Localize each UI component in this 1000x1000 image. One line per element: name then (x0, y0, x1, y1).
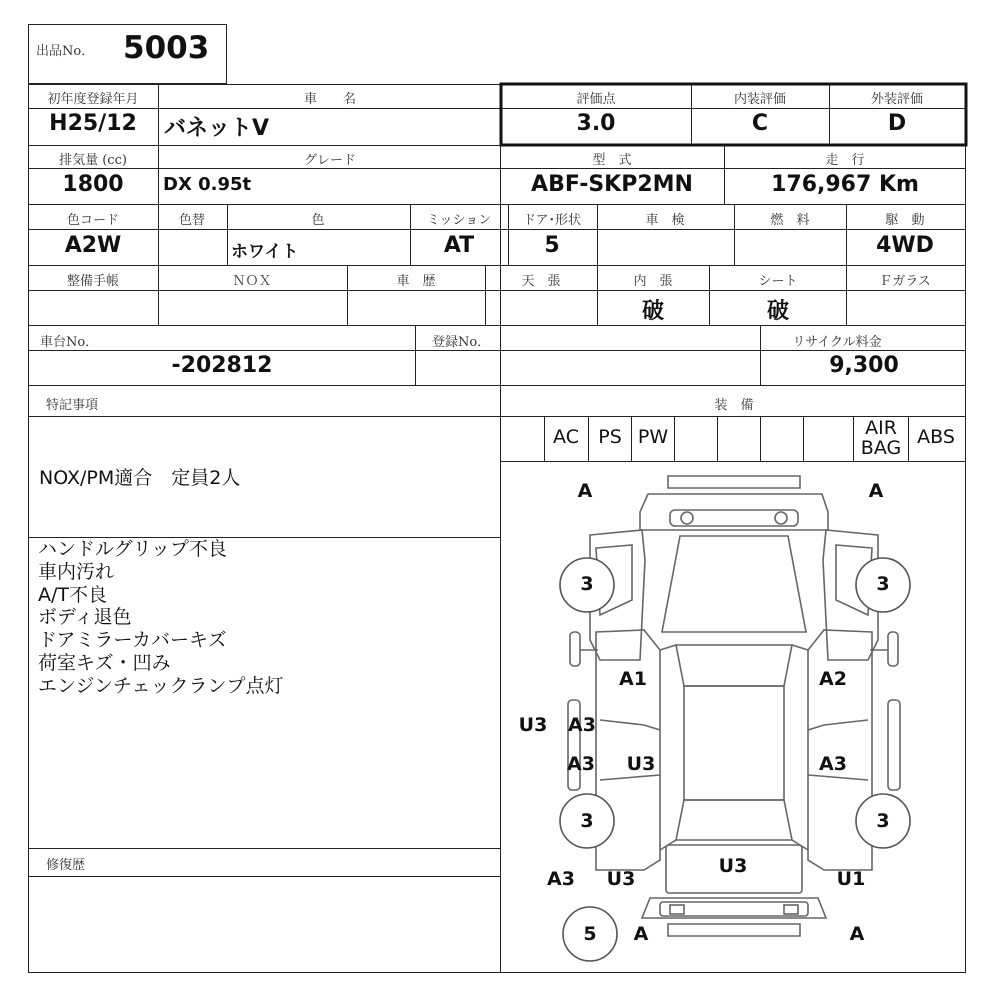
label-drive: 駆 動 (885, 213, 925, 228)
damage-slide-right: A3 (819, 753, 847, 775)
value-displacement: 1800 (62, 172, 124, 197)
value-car-name: バネットV (164, 116, 270, 141)
label-grade: グレード (303, 153, 357, 168)
label-exterior: 外装評価 (870, 92, 924, 107)
damage-tire-rear-left: 3 (580, 810, 594, 832)
label-inspection: 車 検 (645, 213, 685, 228)
damage-rear-right: U1 (836, 868, 866, 890)
label-seat: シート (758, 274, 798, 289)
list-item: A/T不良 (38, 583, 108, 606)
list-item: エンジンチェックランプ点灯 (38, 674, 284, 697)
list-item: ドアミラーカバーキズ (38, 629, 227, 652)
equip-ac: AC (553, 426, 579, 448)
label-history: 車 歴 (396, 274, 436, 289)
value-interior: C (751, 111, 769, 136)
label-interior: 内装評価 (733, 92, 787, 107)
value-color: ホワイト (231, 242, 299, 262)
value-recycle: 9,300 (829, 353, 899, 378)
special-note: NOX/PM適合 定員2人 (39, 467, 241, 489)
damage-rear-left-1: A3 (547, 868, 575, 890)
equip-ps: PS (598, 426, 622, 448)
value-exterior: D (887, 111, 907, 136)
label-repair: 修復歴 (46, 858, 86, 873)
label-f-glass: Ｆガラス (879, 274, 931, 289)
label-fuel: 燃 料 (770, 213, 810, 228)
damage-rear-left-2: U3 (606, 868, 636, 890)
list-item: 車内汚れ (38, 560, 115, 583)
damage-front-right: A (868, 480, 884, 502)
lot-label: 出品No． (36, 44, 95, 59)
label-equipment: 装 備 (714, 398, 754, 413)
damage-door-left-inner: A3 (568, 714, 596, 736)
value-door: 5 (544, 233, 560, 258)
label-recycle: リサイクル料金 (792, 335, 882, 350)
value-model: ABF-SKP2MN (531, 172, 693, 197)
label-mileage: 走 行 (825, 153, 865, 168)
label-color-change: 色替 (178, 213, 206, 228)
value-mission: AT (443, 233, 475, 258)
damage-spare-tire: 5 (583, 923, 597, 945)
lot-number: 5003 (123, 30, 210, 66)
label-inner-lining: 内 張 (633, 274, 673, 289)
damage-door-left-outer: U3 (518, 714, 548, 736)
damage-tire-front-right: 3 (876, 573, 890, 595)
value-inner-lining: 破 (641, 299, 665, 324)
value-grade: DX 0.95t (163, 174, 252, 195)
damage-pillar-right: A2 (819, 668, 847, 690)
damage-slide-left-2: U3 (626, 753, 656, 775)
damage-tailgate: U3 (718, 855, 748, 877)
damage-front-left: A (577, 480, 593, 502)
label-service-book: 整備手帳 (66, 274, 120, 289)
list-item: ボディ退色 (38, 606, 132, 629)
label-mission: ミッション (426, 213, 492, 228)
damage-bumper-rear-right: A (849, 923, 865, 945)
value-color-code: A2W (64, 233, 122, 258)
equip-abs: ABS (917, 426, 955, 448)
damage-tire-front-left: 3 (580, 573, 594, 595)
notes-list (38, 538, 283, 698)
label-color: 色 (311, 213, 325, 228)
label-score: 評価点 (576, 92, 616, 107)
label-roof: 天 張 (521, 274, 561, 289)
list-item: 荷室キズ・凹み (38, 651, 171, 674)
label-chassis: 車台No． (40, 335, 99, 350)
value-chassis: -202812 (171, 353, 273, 378)
value-drive: 4WD (876, 233, 934, 258)
damage-slide-left-1: A3 (567, 753, 595, 775)
value-mileage: 176,967 Km (771, 172, 919, 197)
damage-bumper-rear-left: A (633, 923, 649, 945)
label-displacement: 排気量 (cc) (59, 153, 127, 168)
label-nox: ＮＯＸ (232, 274, 272, 289)
value-seat: 破 (766, 299, 790, 324)
damage-pillar-left: A1 (619, 668, 647, 690)
label-special: 特記事項 (46, 398, 99, 413)
list-item: ハンドルグリップ不良 (38, 538, 227, 560)
value-first-reg: H25/12 (49, 111, 137, 136)
value-score: 3.0 (576, 111, 616, 136)
label-first-reg: 初年度登録年月 (47, 92, 139, 107)
label-door: ドア･形状 (522, 213, 582, 228)
label-color-code: 色コード (66, 213, 120, 228)
equip-pw: PW (637, 426, 669, 448)
equip-airbag-line2: BAG (860, 437, 902, 459)
damage-tire-rear-right: 3 (876, 810, 890, 832)
equip-airbag-line1: AIR (865, 417, 897, 439)
label-registration: 登録No． (432, 335, 491, 350)
label-model: 型 式 (592, 153, 632, 168)
label-car-name: 車 名 (303, 92, 357, 107)
